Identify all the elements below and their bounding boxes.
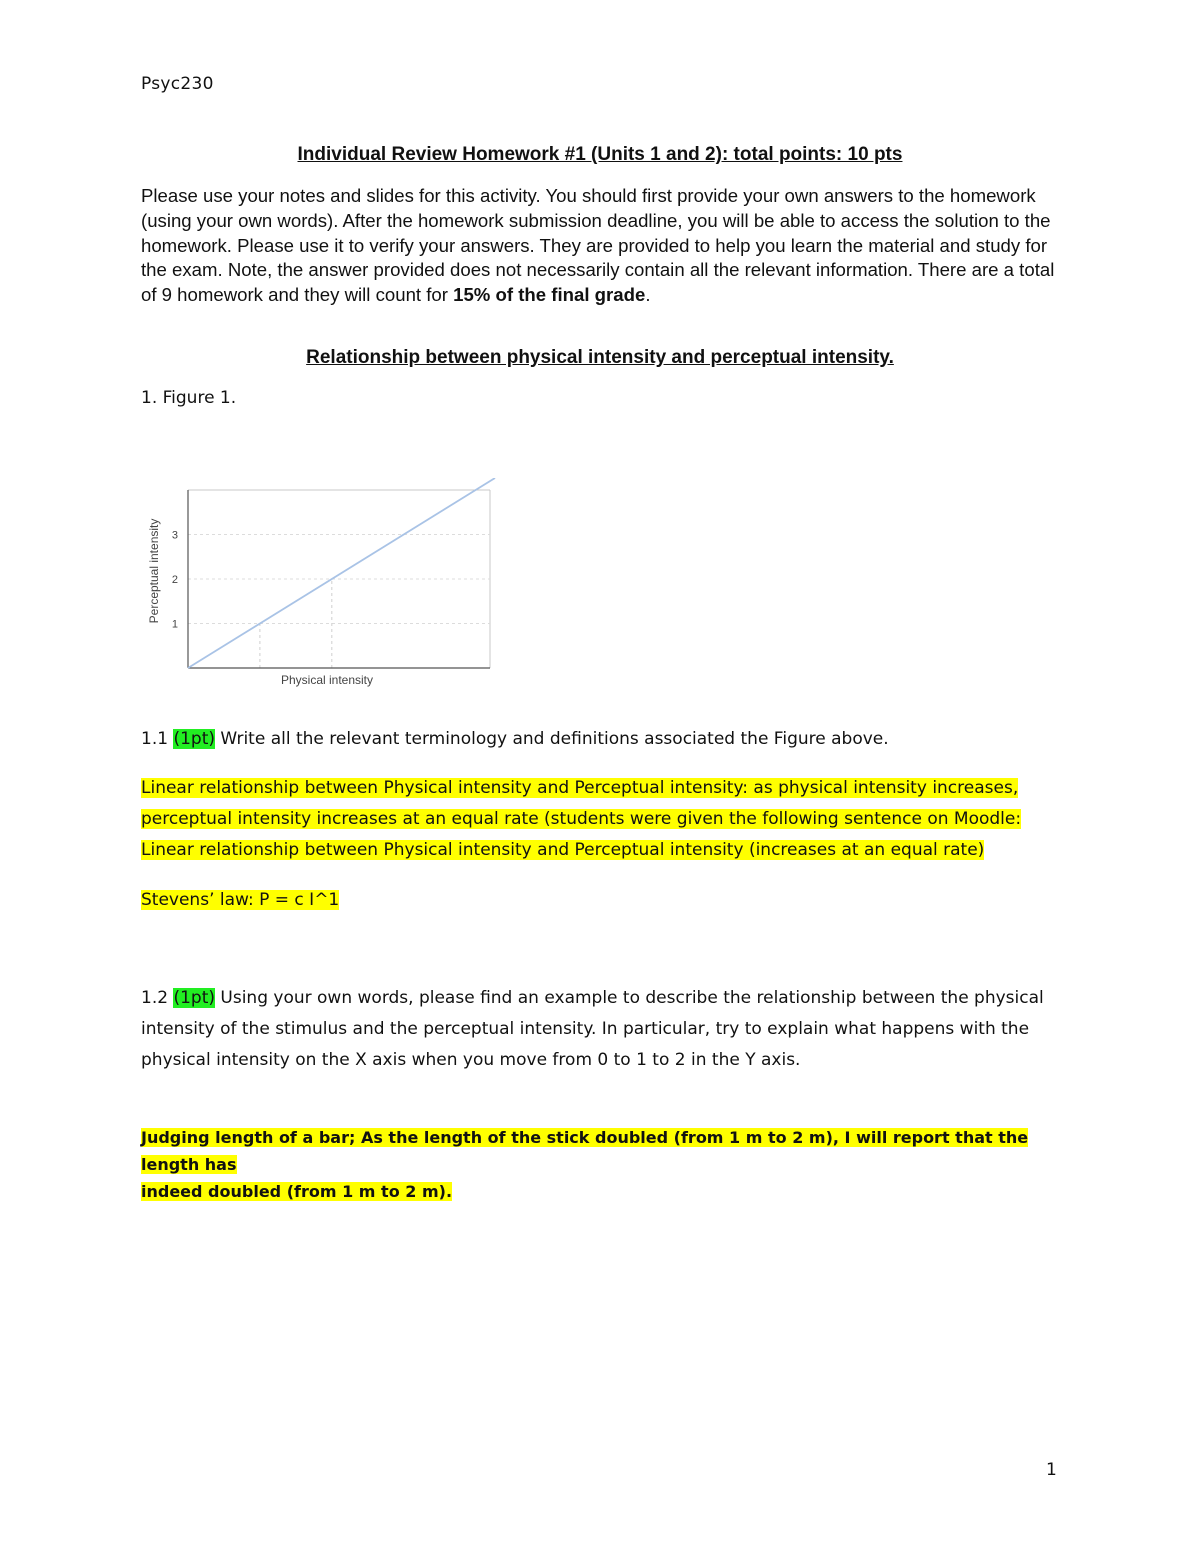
intro-paragraph [141, 184, 1066, 308]
stevens-law-text: Stevens’ law: P = c I^1 [141, 890, 340, 910]
q1-2-points: (1pt) [173, 988, 215, 1008]
document-title: Individual Review Homework #1 (Units 1 and 2): total points: 10 pts [297, 144, 903, 165]
answer-1-2 [141, 1124, 1066, 1205]
q1-2-number: 1.2 [141, 988, 169, 1008]
intro-bold-grade: 15% of the final grade [453, 284, 646, 306]
q1-1-points: (1pt) [173, 729, 215, 749]
intro-text: Please use your notes and slides for this activity. You should first provide your own answers to the homework (using your own words). After the homework submission deadline, you will be able to access the solution to the homework. Please use it to verify your answers. They are provided to help you learn the material and study for the exam. Note, the answer provided does not necessarily contain all the relevant information. There are a total of 9 homework and they will count for [141, 185, 1055, 306]
chart-series [188, 478, 495, 668]
intro-end: . [645, 284, 651, 306]
answer-1-2-line1: Judging length of a bar; As the length of the stick doubled (from 1 m to 2 m), I will report that the length has [141, 1128, 1029, 1174]
y-axis-label: Perceptual intensity [147, 518, 161, 624]
q1-2-text: Using your own words, please find an example to describe the relationship between the physical intensity of the stimulus and the perceptual intensity. In particular, try to explain what happens with the physical intensity on the X axis when you move from 0 to 1 to 2 in the Y axis. [141, 988, 1044, 1070]
chart-grid [188, 490, 490, 668]
answer-1-1-line2: perceptual intensity increases at an equal rate (students were given the following sentence on Moodle: [141, 809, 1022, 829]
answer-1-2-line2: indeed doubled (from 1 m to 2 m). [141, 1182, 453, 1201]
y-tick-label-2: 2 [171, 574, 178, 586]
y-tick-label-1: 1 [171, 618, 178, 631]
q1-1-text: Write all the relevant terminology and definitions associated the Figure above. [215, 729, 889, 749]
question-1-2 [141, 983, 1061, 1076]
y-tick-label-3: 3 [171, 529, 178, 542]
section-title: Relationship between physical intensity and perceptual intensity. [306, 347, 894, 368]
question-1-1 [141, 724, 1061, 755]
page-number: 1 [1046, 1460, 1057, 1480]
x-axis-label: Physical intensity [280, 673, 374, 687]
chart-y-ticks [172, 530, 178, 631]
series-line-0 [188, 478, 495, 668]
answer-1-1-line3: Linear relationship between Physical intensity and Perceptual intensity (increases at an equal rate) [141, 840, 985, 860]
answer-stevens-law [141, 885, 1066, 916]
answer-1-1-line1: Linear relationship between Physical intensity and Perceptual intensity: as physical intensity increases, [141, 778, 1019, 798]
answer-1-1 [141, 773, 1066, 866]
question-1-label: 1. Figure 1. [141, 388, 237, 408]
figure-1-chart [140, 478, 500, 693]
figure-1 [140, 478, 500, 693]
course-header: Psyc230 [141, 74, 214, 94]
q1-1-number: 1.1 [141, 729, 169, 749]
